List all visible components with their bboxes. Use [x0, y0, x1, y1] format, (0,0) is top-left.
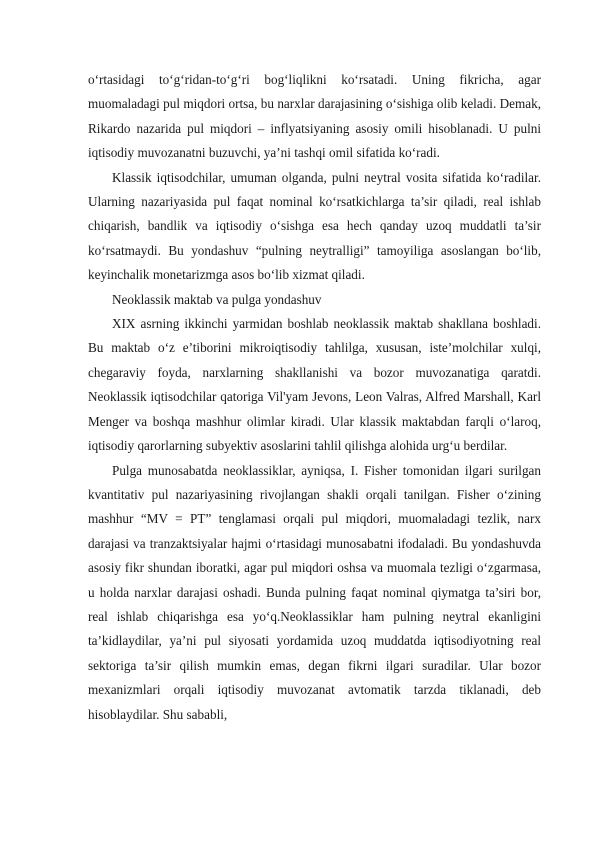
paragraph-continuation: o‘rtasidagi to‘g‘ridan-to‘g‘ri bog‘liqlikni ko‘rsatadi. Uning fikricha, agar muomaladagi pul miqdori ortsa, bu narxlar darajasining o‘sishiga olib keladi. Demak, Rikardo nazarida pul miqdori – inflyatsiyaning asosiy omili hisoblanadi. U pulni iqtisodiy muvozanatni buzuvchi, ya’ni tashqi omil sifatida ko‘radi. — [88, 72, 541, 161]
paragraph-classical-neutrality: Klassik iqtisodchilar, umuman olganda, pulni neytral vosita sifatida ko‘radilar. Ularning nazariyasida pul faqat nominal ko‘rsatkichlarga ta’sir qiladi, real ishlab chiqarish, bandlik va iqtisodiy o‘sishga esa hech qanday uzoq muddatli ta’sir ko‘rsatmaydi. Bu yondashuv “pulning neytralligi” tamoyiliga asoslangan bo‘lib, keyinchalik monetarizmga asos bo‘lib xizmat qiladi. — [88, 169, 541, 283]
section-heading: Neoklassik maktab va pulga yondashuv — [112, 291, 322, 307]
paragraph-fisher-equation: Pulga munosabatda neoklassiklar, ayniqsa, I. Fisher tomonidan ilgari surilgan kvantitativ pul nazariyasining rivojlangan shakli orqali tanilgan. Fisher o‘zining mashhur “MV = PT” tenglamasi orqali pul miqdori, muomaladagi tezlik, narx darajasi va tranzaktsiyalar hajmi o‘rtasidagi munosabatni ifodaladi. Bu yondashuvda asosiy fikr shundan iboratki, agar pul miqdori oshsa va muomala tezligi o‘zgarmasa, u holda narxlar darajasi oshadi. Bunda pulning faqat nominal qiymatga ta’siri bor, real ishlab chiqarishga esa yo‘q.Neoklassiklar ham pulning neytral ekanligini ta’kidlaydilar, ya’ni pul siyosati yordamida uzoq muddatda iqtisodiyotning real sektoriga ta’sir qilish mumkin emas, degan fikrni ilgari suradilar. Ular bozor mexanizmlari orqali iqtisodiy muvozanat avtomatik tarzda tiklanadi, deb hisoblaydilar. Shu sababli, — [88, 462, 541, 722]
paragraph-neoclassical-school: XIX asrning ikkinchi yarmidan boshlab neoklassik maktab shakllana boshladi. Bu maktab o‘z e’tiborini mikroiqtisodiy tahlilga, xususan, iste’molchilar xulqi, chegaraviy foyda, narxlarning shakllanishi va bozor muvozanatiga qaratdi. Neoklassik iqtisodchilar qatoriga Vil'yam Jevons, Leon Valras, Alfred Marshall, Karl Menger va boshqa mashhur olimlar kiradi. Ular klassik maktabdan farqli o‘laroq, iqtisodiy qarorlarning subyektiv asoslarini tahlil qilishga alohida urg‘u berdilar. — [88, 316, 541, 454]
document-page — [88, 68, 541, 727]
